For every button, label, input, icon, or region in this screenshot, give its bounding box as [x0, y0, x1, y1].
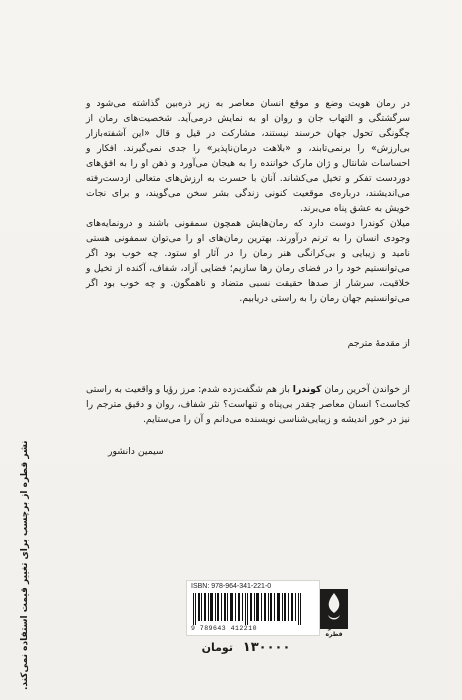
- price-amount: ۱۳۰۰۰۰: [242, 640, 291, 655]
- review-paragraph: [86, 382, 410, 427]
- source-note: از مقدمهٔ مترجم: [347, 338, 410, 349]
- barcode-number: 9 789643 412210: [191, 625, 258, 632]
- review-text-after: باز هم شگفت‌زده شدم: مرز رؤیا و واقعیت به راستی کجاست؟ انسان معاصر چقدر بی‌پناه و تنهاست؟ نثر شفاف، روان و دقیق مترجم را نیز در خور اندیشه و زیبایی‌شناسی نویسنده می‌دانم و آن را می‌ستایم.: [86, 384, 410, 425]
- price: [176, 640, 316, 655]
- barcode-icon: [191, 593, 313, 625]
- body-text: [86, 96, 410, 306]
- isbn-text: ISBN: 978-964-341-221-0: [191, 583, 272, 590]
- review-text-before: از خواندن آخرین رمان: [321, 384, 410, 395]
- review-author-name: کوندرا: [292, 384, 322, 395]
- publisher-logo-label: نشر قطره: [325, 624, 343, 638]
- review-quote: [86, 382, 410, 427]
- review-signature: سیمین دانشور: [108, 446, 164, 457]
- price-currency: تومان: [201, 641, 233, 654]
- price-label-note: نشر قطره از برچسب برای تغییر قیمت استفاده نمی‌کند.: [20, 440, 30, 690]
- barcode-block: [186, 580, 320, 636]
- body-paragraph-2: میلان کوندرا دوست دارد که رمان‌هایش همچون سمفونی باشند و درونمایه‌های وجودی انسان را به ترنم درآورند. بهترین رمان‌های او را می‌توان سمفونی هستی نامید و زیبایی و بی‌کرانگی هنر رمان را در آثار او ستود. چه خوب بود اگر می‌توانستیم خود را در فضای رمان رها سازیم؛ فضایی آزاد، شفاف، آکنده از تخیل و خلاقیت، سرشار از صدها حقیقت نسبی متضاد و ناهمگون. و چه خوب بود اگر می‌توانستیم جهان رمان را به راستی دریابیم.: [86, 218, 410, 304]
- body-paragraph-1: در رمان هویت وضع و موقع انسان معاصر به زیر ذره‌بین گذاشته می‌شود و سرگشتگی و التهاب جان و روان او به نمایش درمی‌آید. شخصیت‌های رمان از چگونگی تحول جهان خرسند نیستند، مشارکت در قیل و قال «این آشفته‌بازار بی‌ارزش» را برنمی‌تابند، و «بلاهت درمان‌ناپذیر» را جدی نمی‌گیرند. افکار و احساسات شانتال و ژان مارک خواننده را به هیجان می‌آورد و ذهن او را به افق‌های دوردست تفکر و تخیل می‌کشاند. آنان با حسرت به ارزش‌های متعالی ازدست‌رفته می‌اندیشند، درباره‌ی موقعیت کنونی زندگی بشر سخن می‌گویند، و برای نجات خویش به عشق پناه می‌برند.: [86, 98, 410, 214]
